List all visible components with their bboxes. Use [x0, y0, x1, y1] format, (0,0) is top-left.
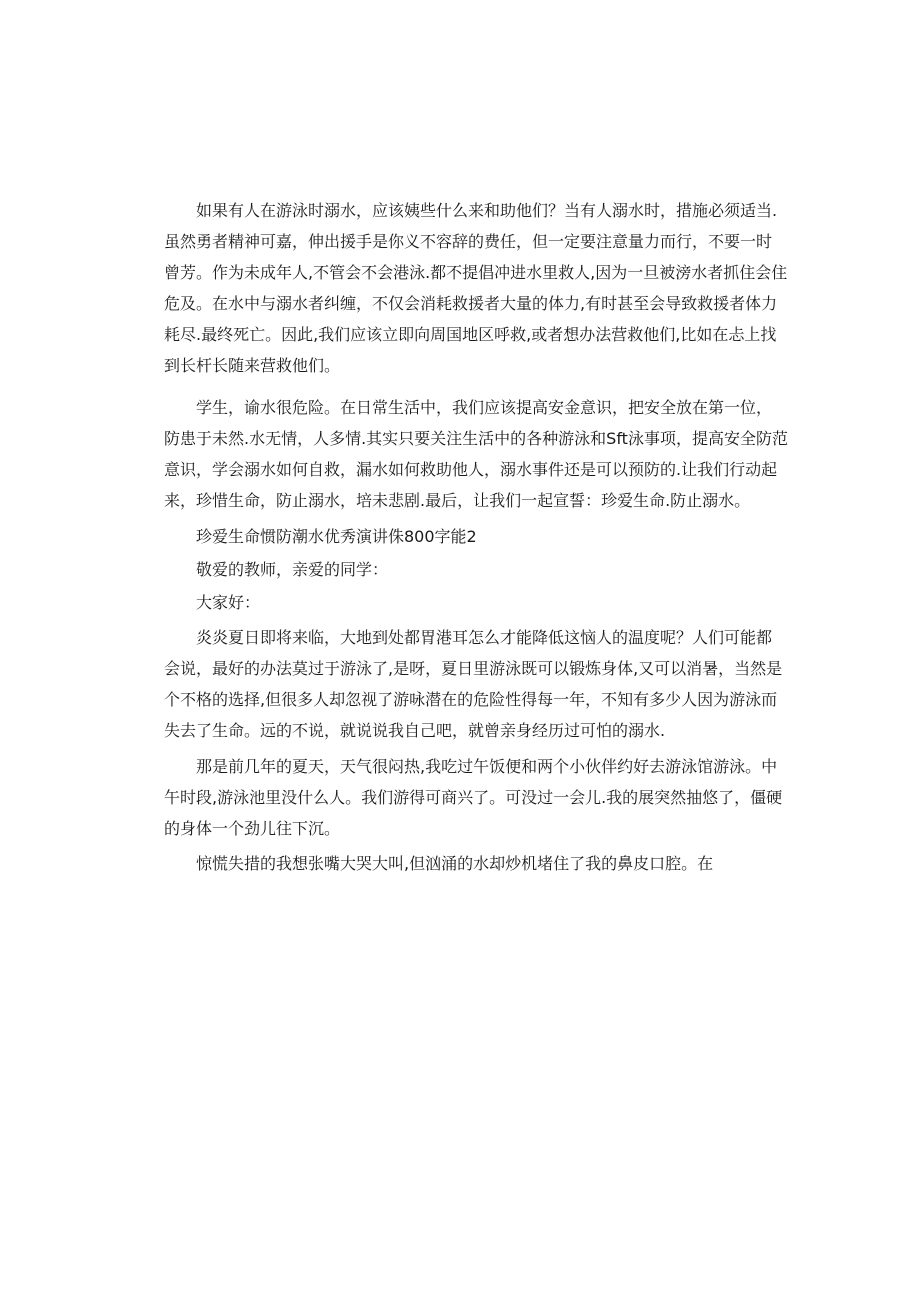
text-line: 曾芳。作为未成年人,不管会不会港泳.都不提倡冲进水里救人,因为一旦被滂水者抓住会住: [164, 263, 788, 282]
text-line: 意识，学会溺水如何自救，漏水如何救助他人，溺水事件还是可以预防的.让我们行动起: [164, 460, 778, 479]
text-line: 的身体一个劲儿往下沉。: [164, 819, 341, 838]
text-line: 来，珍惜生命，防止溺水，培未悲剧.最后，让我们一起宣誓：珍爱生命.防止溺水。: [164, 491, 751, 510]
salutation: 敬爱的教师，亲爱的同学：: [196, 560, 389, 579]
text-line: 那是前几年的夏天，天气很闷热,我吃过午饭便和两个小伙伴约好去游泳馆游泳。中: [196, 757, 778, 776]
text-line: 惊慌失措的我想张嘴大哭大叫,但汹涌的水却炒机堵住了我的鼻皮口腔。在: [196, 854, 714, 873]
text-line: 失去了生命。远的不说，就说说我自己吧，就曾亲身经历过可怕的溺水.: [164, 721, 666, 740]
text-line: 防患于未然.水无情，人多情.其实只要关注生活中的各种游泳和Sft泳事项，提高安全防范: [164, 429, 788, 448]
text-line: 到长杆长随来营救他们。: [164, 356, 341, 375]
text-line: 危及。在水中与溺水者纠缠，不仅会消耗救援者大量的体力,有时甚至会导致救援者体力: [164, 294, 778, 313]
text-line: 如果有人在游泳时溺水，应该姨些什么来和助他们？当有人溺水时，措施必须适当.: [196, 201, 778, 220]
text-line: 虽然勇者精神可嘉，伸出援手是你义不容辞的费任，但一定要注意量力而行，不要一时: [164, 232, 773, 251]
text-line: 耗尽.最终死亡。因此,我们应该立即向周国地区呼救,或者想办法营救他们,比如在忐上找: [164, 325, 777, 344]
greeting: 大家好：: [196, 593, 261, 612]
text-line: 会说，最好的办法莫过于游泳了,是呀，夏日里游泳既可以锻炼身体,又可以消暑，当然是: [164, 659, 783, 678]
text-line: 个不格的选择,但很多人却忽视了游咏潜在的危险性得每一年，不知有多少人因为游泳而: [164, 690, 778, 709]
text-line: 炎炎夏日即将来临，大地到处都胃港耳怎么才能降低这恼人的温度呢？人们可能都: [196, 628, 773, 647]
text-line: 午时段,游泳池里没什么人。我们游得可商兴了。可没过一会儿.我的展突然抽悠了，僵硬: [164, 788, 783, 807]
text-line: 学生，谕水很危险。在日常生活中，我们应该提高安金意识，把安全放在第一位，: [196, 398, 773, 417]
section-title: 珍爱生命惯防潮水优秀演讲侏800字能2: [196, 527, 477, 546]
